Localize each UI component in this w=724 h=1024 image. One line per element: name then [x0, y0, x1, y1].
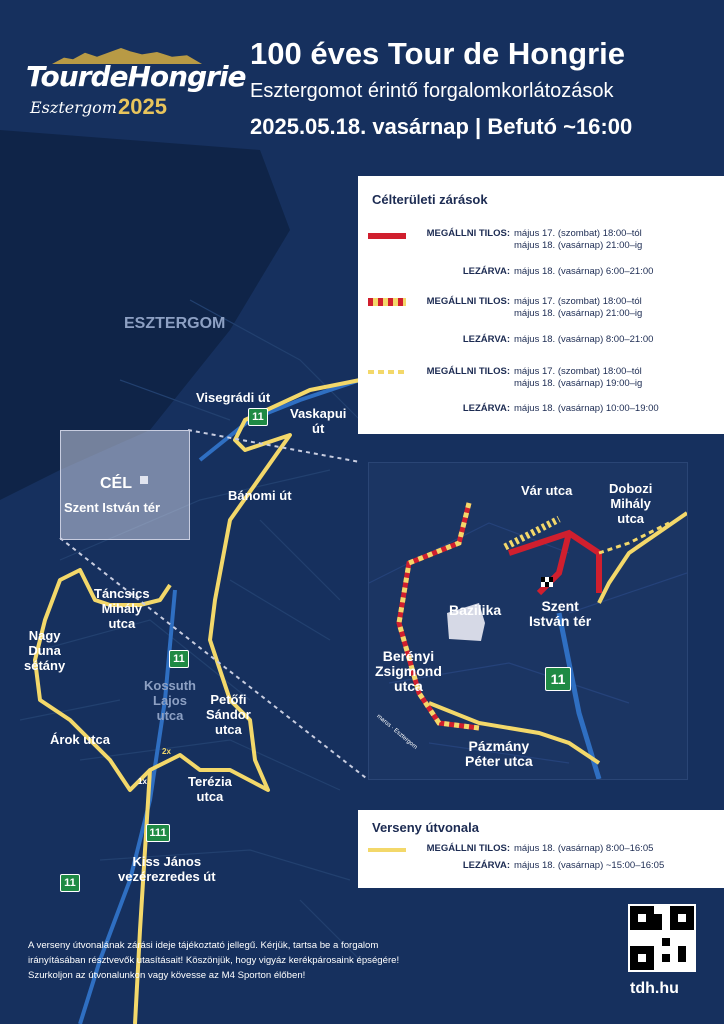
- road-shield-11: 11: [60, 874, 80, 892]
- page-subtitle: Esztergomot érintő forgalomkorlátozások: [250, 80, 614, 102]
- route-legend-panel: Verseny útvonala MEGÁLLNI TILOS: május 18. (vasárnap) 8:00–16:05 LEZÁRVA: május 18. (vasárnap) ~15:00–16:05: [358, 810, 724, 888]
- finish-area-inset-map: [368, 462, 688, 780]
- street-label-banomi: Bánomi út: [228, 488, 292, 503]
- inset-label-pazmany: Pázmány Péter utca: [465, 738, 533, 769]
- closures-legend-panel: Célterületi zárások MEGÁLLNI TILOS: május 17. (szombat) 18:00–tól május 18. (vasárnap) 21:00–ig LEZÁRVA: május 18. (vasárnap) 6:00–21:00 MEGÁLLNI TILOS: május 17. (szombat) 18:00–tól május 18. (vasárnap) 21:00–ig LEZÁRVA: május 18. (vasárnap) 8:00–21:00 MEGÁLLNI TILOS: május 17. (szombat) 18:00–tól május 18. (vasárnap) 19:00–ig LEZÁRVA: május 18. (vasárnap) 10:00–19:00: [358, 176, 724, 434]
- street-label-arok: Árok utca: [50, 732, 110, 747]
- inset-label-var: Vár utca: [521, 483, 573, 498]
- inset-label-berenyi: Berényi Zsigmond utca: [375, 648, 442, 694]
- street-label-tancsics: Táncsics Mihály utca: [94, 586, 150, 631]
- finish-label: CÉL: [100, 475, 132, 492]
- page-title: 100 éves Tour de Hongrie: [250, 36, 625, 71]
- yellow-dashed-swatch: [368, 370, 406, 374]
- inset-label-szent-istvan: Szent István tér: [529, 598, 592, 629]
- tour-de-hongrie-logo: [22, 44, 246, 128]
- lap-marker-1x: 1x: [138, 777, 147, 786]
- route-swatch: [368, 848, 406, 852]
- logo-year: 2025: [118, 94, 167, 119]
- inset-road-shield-11: 11: [545, 667, 571, 691]
- website-link[interactable]: tdh.hu: [630, 980, 679, 997]
- street-label-kossuth: Kossuth Lajos utca: [144, 678, 196, 723]
- road-shield-11: 11: [169, 650, 189, 668]
- street-label-terezia: Terézia utca: [188, 774, 232, 804]
- red-yellow-hatched-swatch: [368, 298, 406, 306]
- road-shield-111: 111: [146, 824, 170, 842]
- inset-label-bazilika: Bazilika: [449, 602, 502, 618]
- solid-red-swatch: [368, 233, 406, 239]
- street-label-szent-istvan: Szent István tér: [64, 500, 161, 515]
- qr-code[interactable]: [628, 904, 696, 972]
- route-heading: Verseny útvonala: [372, 820, 479, 835]
- inset-label-dobozi: Dobozi Mihály utca: [609, 481, 653, 526]
- lap-marker-2x: 2x: [162, 747, 171, 756]
- logo-city: Esztergom: [30, 98, 117, 117]
- event-dateline: 2025.05.18. vasárnap | Befutó ~16:00: [250, 114, 633, 139]
- city-label: ESZTERGOM: [124, 315, 226, 332]
- street-label-visegradi: Visegrádi út: [196, 390, 271, 405]
- street-label-kiss-janos: Kiss János vezérezredes út: [118, 854, 216, 884]
- inset-label-small-road: maros · Esztergom: [375, 713, 419, 751]
- closures-heading: Célterületi zárások: [372, 192, 488, 207]
- street-label-vaskapui: Vaskapui út: [290, 406, 347, 436]
- qr-code-icon: [630, 906, 694, 970]
- street-label-petofi: Petőfi Sándor utca: [206, 692, 251, 737]
- street-label-nagy-duna: Nagy Duna sétány: [24, 628, 66, 673]
- footer-note: A verseny útvonalának zárási ideje tájékoztató jellegű. Kérjük, tartsa be a forgalom irányításában résztvevők utasításait! Köszönjük, hogy vigyáz kerékpárosaink épségére! Szurkoljon az útvonalunkon vagy kövesse az M4 Sporton élőben!: [28, 940, 400, 981]
- logo-wordmark: TourdeHongrie: [26, 60, 246, 93]
- road-shield-11: 11: [248, 408, 268, 426]
